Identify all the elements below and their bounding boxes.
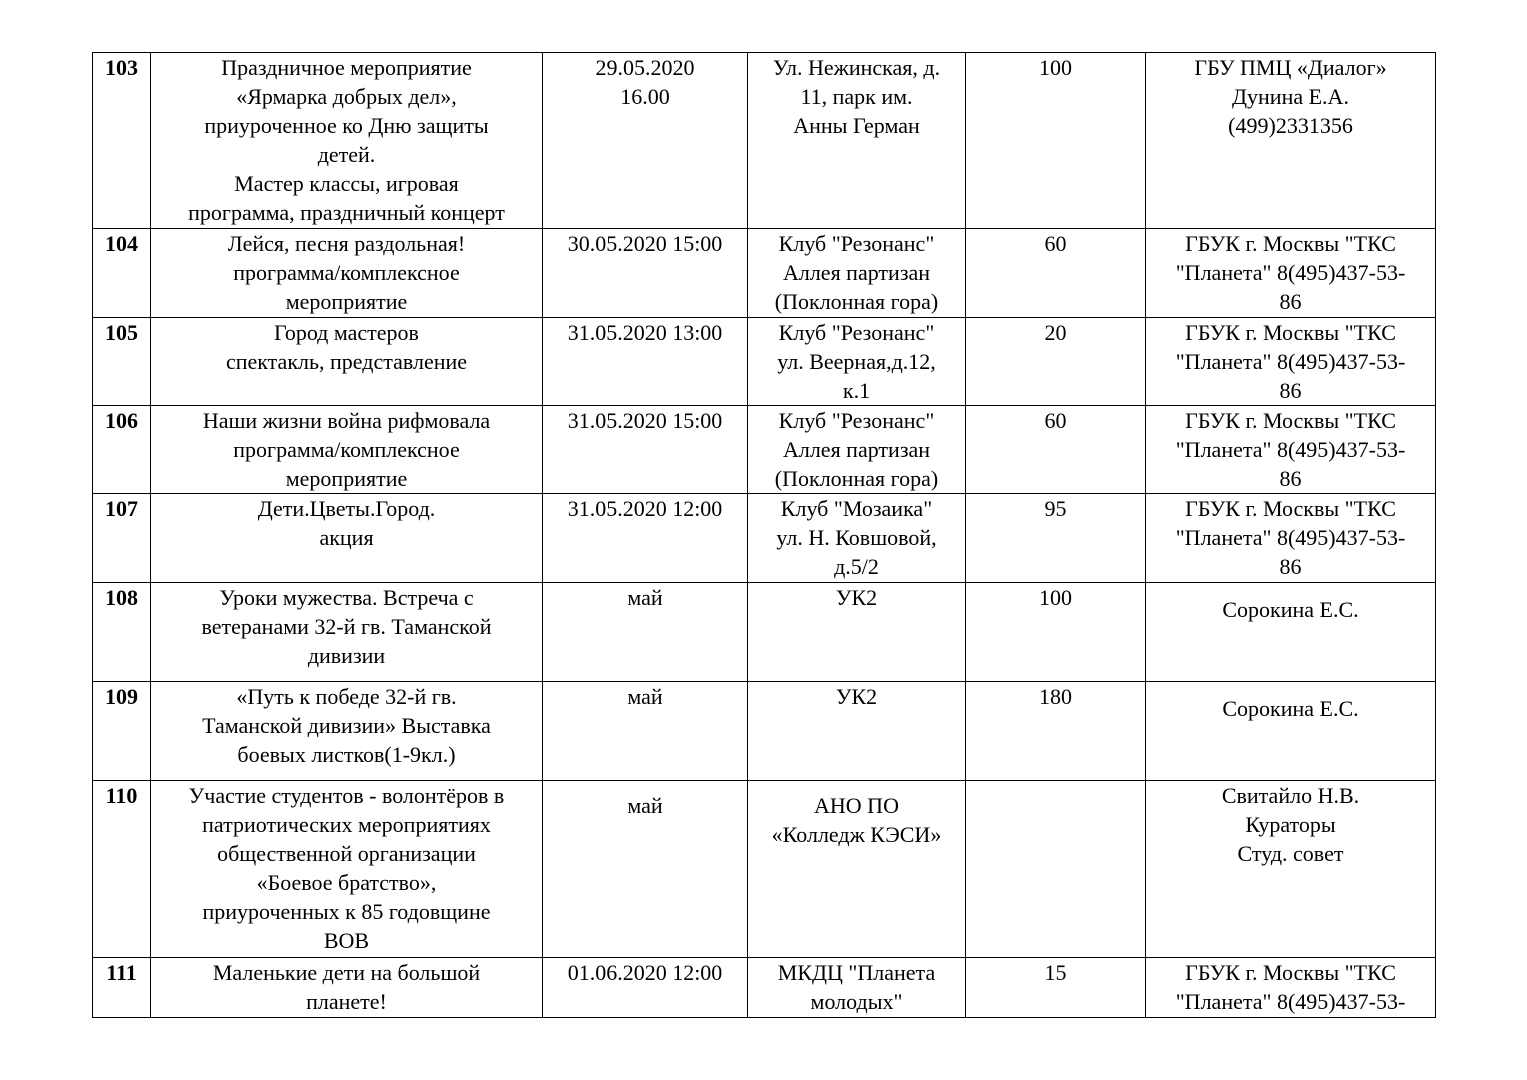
participant-count: 60 bbox=[966, 406, 1146, 494]
event-date: 29.05.2020 16.00 bbox=[543, 53, 748, 229]
event-title: «Путь к победе 32-й гв. Таманской дивизии» Выставка боевых листков(1-9кл.) bbox=[151, 682, 543, 781]
event-venue: Ул. Нежинская, д. 11, парк им. Анны Герман bbox=[748, 53, 966, 229]
event-organizer: ГБУК г. Москвы "ТКС "Планета" 8(495)437-53- bbox=[1146, 958, 1436, 1018]
event-date: 01.06.2020 12:00 bbox=[543, 958, 748, 1018]
participant-count bbox=[966, 781, 1146, 958]
event-venue: УК2 bbox=[748, 583, 966, 682]
event-title: Город мастеров спектакль, представление bbox=[151, 318, 543, 406]
event-title: Лейся, песня раздольная! программа/комплексное мероприятие bbox=[151, 229, 543, 318]
event-venue: Клуб "Резонанс" ул. Веерная,д.12, к.1 bbox=[748, 318, 966, 406]
table-row bbox=[93, 958, 1436, 1018]
event-venue: Клуб "Резонанс" Аллея партизан (Поклонная гора) bbox=[748, 229, 966, 318]
row-number: 107 bbox=[93, 494, 151, 583]
table-row bbox=[93, 53, 1436, 229]
participant-count: 95 bbox=[966, 494, 1146, 583]
event-venue: МКДЦ "Планета молодых" bbox=[748, 958, 966, 1018]
row-number: 110 bbox=[93, 781, 151, 958]
participant-count: 100 bbox=[966, 53, 1146, 229]
row-number: 105 bbox=[93, 318, 151, 406]
event-organizer: ГБУ ПМЦ «Диалог» Дунина Е.А. (499)2331356 bbox=[1146, 53, 1436, 229]
event-organizer: Свитайло Н.В. Кураторы Студ. совет bbox=[1146, 781, 1436, 958]
event-venue: Клуб "Мозаика" ул. Н. Ковшовой, д.5/2 bbox=[748, 494, 966, 583]
event-organizer: ГБУК г. Москвы "ТКС "Планета" 8(495)437-53- 86 bbox=[1146, 318, 1436, 406]
event-date: 31.05.2020 15:00 bbox=[543, 406, 748, 494]
event-date: 31.05.2020 12:00 bbox=[543, 494, 748, 583]
table-row bbox=[93, 318, 1436, 406]
event-title: Участие студентов - волонтёров в патриотических мероприятиях общественной организации «Боевое братство», приуроченных к 85 годовщине ВОВ bbox=[151, 781, 543, 958]
events-table bbox=[92, 52, 1436, 1018]
table-row bbox=[93, 781, 1436, 958]
participant-count: 100 bbox=[966, 583, 1146, 682]
event-organizer: ГБУК г. Москвы "ТКС "Планета" 8(495)437-53- 86 bbox=[1146, 406, 1436, 494]
participant-count: 15 bbox=[966, 958, 1146, 1018]
event-title: Праздничное мероприятие «Ярмарка добрых дел», приуроченное ко Дню защиты детей. Мастер классы, игровая программа, праздничный концерт bbox=[151, 53, 543, 229]
event-organizer: Сорокина Е.С. bbox=[1146, 682, 1436, 781]
participant-count: 20 bbox=[966, 318, 1146, 406]
participant-count: 180 bbox=[966, 682, 1146, 781]
event-organizer: ГБУК г. Москвы "ТКС "Планета" 8(495)437-53- 86 bbox=[1146, 229, 1436, 318]
table-row bbox=[93, 583, 1436, 682]
event-date: май bbox=[543, 583, 748, 682]
event-title: Наши жизни война рифмовала программа/комплексное мероприятие bbox=[151, 406, 543, 494]
row-number: 111 bbox=[93, 958, 151, 1018]
table-row bbox=[93, 229, 1436, 318]
event-date: май bbox=[543, 781, 748, 958]
table-row bbox=[93, 682, 1436, 781]
event-date: май bbox=[543, 682, 748, 781]
event-organizer: Сорокина Е.С. bbox=[1146, 583, 1436, 682]
row-number: 109 bbox=[93, 682, 151, 781]
event-venue: УК2 bbox=[748, 682, 966, 781]
event-date: 30.05.2020 15:00 bbox=[543, 229, 748, 318]
table-row bbox=[93, 406, 1436, 494]
event-title: Дети.Цветы.Город. акция bbox=[151, 494, 543, 583]
row-number: 103 bbox=[93, 53, 151, 229]
event-date: 31.05.2020 13:00 bbox=[543, 318, 748, 406]
event-organizer: ГБУК г. Москвы "ТКС "Планета" 8(495)437-53- 86 bbox=[1146, 494, 1436, 583]
table-row bbox=[93, 494, 1436, 583]
row-number: 108 bbox=[93, 583, 151, 682]
row-number: 106 bbox=[93, 406, 151, 494]
event-title: Маленькие дети на большой планете! bbox=[151, 958, 543, 1018]
row-number: 104 bbox=[93, 229, 151, 318]
participant-count: 60 bbox=[966, 229, 1146, 318]
event-venue: АНО ПО «Колледж КЭСИ» bbox=[748, 781, 966, 958]
event-venue: Клуб "Резонанс" Аллея партизан (Поклонная гора) bbox=[748, 406, 966, 494]
event-title: Уроки мужества. Встреча с ветеранами 32-й гв. Таманской дивизии bbox=[151, 583, 543, 682]
